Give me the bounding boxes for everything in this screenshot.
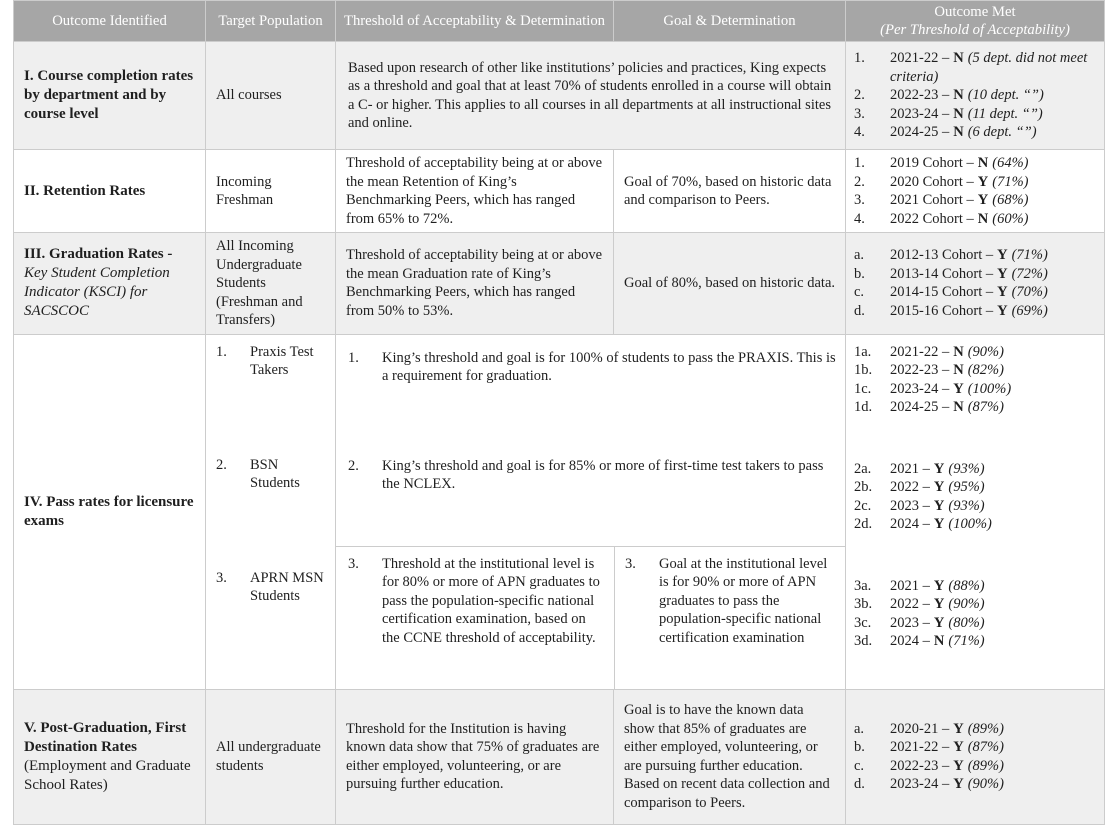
outcome-item-body	[890, 614, 1100, 633]
outcome-item-label: d.	[854, 776, 865, 792]
target-population-cell: All Incoming Undergraduate Students (Freshman and Transfers)	[206, 233, 336, 335]
col-header-outcome-met	[846, 1, 1105, 42]
outcome-result: N	[977, 155, 989, 171]
outcome-item-body	[890, 123, 1100, 142]
outcome-note: (90%)	[967, 776, 1004, 792]
outcome-item	[854, 302, 1100, 321]
threshold-goal-items	[336, 335, 845, 546]
outcome-result: N	[953, 362, 964, 378]
outcome-period: 2024-25 –	[890, 399, 950, 415]
outcome-note: (89%)	[967, 720, 1004, 737]
outcome-period: 2023 –	[890, 497, 930, 514]
outcome-item-body	[890, 246, 1100, 265]
outcomes-assessment-table	[13, 0, 1105, 825]
outcome-met-cell	[846, 150, 1105, 233]
outcome-identified-cell	[14, 233, 206, 335]
outcome-note: (87%)	[967, 739, 1004, 755]
outcome-period: 2023-24 –	[890, 380, 950, 397]
outcome-item-body	[890, 757, 1100, 776]
item-text: Threshold at the institutional level is for 80% or more of APN graduates to pass the population-specific national certification examination, based on the CCNE threshold of acceptability.	[382, 555, 600, 646]
outcome-period: 2021 –	[890, 460, 930, 477]
outcome-result: Y	[997, 284, 1008, 301]
outcome-item-body	[890, 398, 1100, 417]
threshold-cell: Threshold for the Institution is having known data show that 75% of graduates are either employed, volunteering, or are pursuing further education.	[336, 689, 614, 824]
item-label: 3.	[348, 555, 359, 572]
outcome-item	[854, 265, 1100, 284]
outcome-period: 2021 Cohort –	[890, 192, 974, 208]
outcome-period: 2021 –	[890, 577, 930, 594]
col-header-goal: Goal & Determination	[614, 1, 846, 42]
outcome-result: N	[977, 210, 989, 227]
outcome-result: N	[953, 50, 964, 67]
outcome-item	[854, 154, 1100, 173]
outcome-group-aprn	[854, 577, 1100, 651]
population-item-text: Praxis Test Takers	[250, 343, 314, 378]
outcome-item-label: 1.	[854, 155, 865, 171]
outcome-item	[854, 515, 1100, 534]
outcome-item-body	[890, 632, 1100, 651]
row-course-completion	[14, 42, 1105, 150]
item-text: King’s threshold and goal is for 100% of students to pass the PRAXIS. This is a requirement for graduation.	[382, 349, 836, 384]
goal-cell: Goal is to have the known data show that 85% of graduates are either employed, volunteering, or are pursuing further education. Based on recent data collection and comparison to Peers.	[614, 689, 846, 824]
outcome-period: 2019 Cohort –	[890, 155, 974, 171]
population-item-label: 2.	[216, 456, 227, 473]
outcome-met-sublabel: (Per Threshold of Acceptability)	[880, 22, 1070, 38]
outcome-list	[854, 246, 1100, 320]
outcome-item-body	[890, 478, 1100, 497]
outcome-item	[854, 398, 1100, 417]
outcome-list	[854, 49, 1100, 142]
target-population-cell	[206, 334, 336, 689]
outcome-item	[854, 757, 1100, 776]
outcome-item-body	[890, 497, 1100, 516]
outcome-item-label: 2d.	[854, 516, 873, 532]
outcome-note: (80%)	[948, 614, 985, 631]
outcome-identified-cell	[14, 42, 206, 150]
row-title: IV. Pass rates for licensure exams	[24, 493, 194, 529]
outcome-note: (100%)	[948, 516, 992, 532]
outcome-item-label: b.	[854, 265, 865, 282]
outcome-item-body	[890, 210, 1100, 229]
threshold-goal-cell	[336, 334, 846, 689]
outcome-item	[854, 343, 1100, 362]
outcome-result: Y	[953, 380, 964, 397]
outcome-period: 2013-14 Cohort –	[890, 265, 994, 282]
outcome-item-body	[890, 775, 1100, 794]
outcome-period: 2021-22 –	[890, 739, 950, 755]
outcome-period: 2020-21 –	[890, 720, 950, 737]
outcome-item-label: 4.	[854, 210, 865, 227]
threshold-goal-cell: Based upon research of other like institutions’ policies and practices, King expects as a threshold and goal that at least 70% of students enrolled in a course will obtain a C- or higher. This applies to all courses in all departments at all instructional sites and online.	[336, 42, 846, 150]
outcome-result: N	[953, 343, 964, 360]
population-item-label: 1.	[216, 343, 227, 360]
outcome-period: 2024 –	[890, 516, 930, 532]
outcome-group-praxis	[854, 343, 1100, 417]
population-item-text: APRN MSN Students	[250, 569, 324, 604]
goal-cell: Goal of 70%, based on historic data and comparison to Peers.	[614, 150, 846, 233]
outcome-item-label: 3d.	[854, 633, 873, 649]
population-item-label: 3.	[216, 569, 227, 586]
outcome-note: (100%)	[967, 380, 1012, 397]
outcome-item-body	[890, 105, 1100, 124]
outcome-result: Y	[933, 460, 945, 477]
outcome-note: (87%)	[967, 399, 1004, 415]
outcome-result: Y	[933, 479, 945, 495]
outcome-item	[854, 283, 1100, 302]
outcome-result: Y	[953, 739, 964, 755]
outcome-item	[854, 577, 1100, 596]
outcome-period: 2023 –	[890, 614, 930, 631]
population-item	[216, 456, 329, 493]
item-label: 1.	[348, 349, 359, 366]
target-population-cell: Incoming Freshman	[206, 150, 336, 233]
outcome-note: (60%)	[992, 210, 1029, 227]
outcome-item	[854, 191, 1100, 210]
target-population-cell: All courses	[206, 42, 336, 150]
outcome-result: Y	[933, 516, 945, 532]
outcome-met-cell	[846, 334, 1105, 689]
outcome-item	[854, 478, 1100, 497]
outcome-list	[854, 154, 1100, 228]
population-list	[216, 343, 329, 606]
outcome-item-label: a.	[854, 247, 865, 264]
outcome-item-label: 2a.	[854, 460, 872, 477]
outcome-result: N	[933, 633, 945, 649]
outcome-period: 2024-25 –	[890, 124, 950, 141]
outcome-item-body	[890, 86, 1100, 105]
outcome-met-cell	[846, 233, 1105, 335]
outcome-item-label: 1.	[854, 50, 865, 67]
outcome-note: (82%)	[967, 362, 1004, 378]
outcome-note: (5 dept. did not meet criteria)	[890, 50, 1088, 85]
outcome-item-label: c.	[854, 284, 865, 301]
row-licensure-pass-rates	[14, 334, 1105, 689]
target-population-cell: All undergraduate students	[206, 689, 336, 824]
outcome-item-body	[890, 154, 1100, 173]
col-header-target-population: Target Population	[206, 1, 336, 42]
outcome-item	[854, 123, 1100, 142]
outcome-item-label: c.	[854, 757, 865, 774]
outcome-item-label: 3c.	[854, 614, 872, 631]
row-title: V. Post-Graduation, First Destination Rates	[24, 719, 187, 755]
outcome-item-label: 1c.	[854, 380, 872, 397]
outcome-note: (88%)	[948, 577, 985, 594]
outcome-item-label: 2b.	[854, 479, 873, 495]
outcome-result: Y	[953, 720, 964, 737]
outcome-met-label: Outcome Met	[934, 4, 1016, 20]
outcome-item	[854, 775, 1100, 794]
row-subtitle: (Employment and Graduate School Rates)	[24, 757, 191, 793]
header-row	[14, 1, 1105, 42]
row-post-graduation	[14, 689, 1105, 824]
outcome-period: 2022 –	[890, 596, 930, 612]
row-title-italic: Key Student Completion Indicator (KSCI) for SACSCOC	[24, 265, 170, 320]
goal-item3-cell	[614, 547, 846, 689]
outcome-period: 2012-13 Cohort –	[890, 247, 994, 264]
outcome-result: Y	[953, 757, 964, 774]
outcome-note: (71%)	[992, 173, 1029, 190]
outcome-period: 2022 –	[890, 479, 930, 495]
outcome-result: Y	[997, 247, 1008, 264]
row-graduation-rates	[14, 233, 1105, 335]
outcome-list	[854, 720, 1100, 794]
outcome-identified-cell	[14, 150, 206, 233]
outcome-note: (90%)	[948, 596, 985, 612]
outcome-period: 2022 Cohort –	[890, 210, 974, 227]
col-header-outcome-identified: Outcome Identified	[14, 1, 206, 42]
item-text: King’s threshold and goal is for 85% or more of first-time test takers to pass the NCLEX.	[382, 457, 824, 492]
outcome-item-label: 3.	[854, 192, 865, 208]
item-text: Goal at the institutional level is for 90% or more of APN graduates to pass the population-specific national certification examination	[659, 555, 828, 646]
outcome-item-label: 1d.	[854, 399, 873, 415]
outcome-result: Y	[933, 497, 945, 514]
outcome-item	[854, 361, 1100, 380]
outcome-result: Y	[933, 577, 945, 594]
outcome-note: (69%)	[1011, 302, 1048, 319]
outcome-item-label: 1a.	[854, 343, 872, 360]
outcome-item-label: 3.	[854, 105, 865, 122]
outcome-item	[854, 497, 1100, 516]
outcome-met-cell	[846, 689, 1105, 824]
outcome-note: (64%)	[992, 155, 1029, 171]
goal-cell: Goal of 80%, based on historic data.	[614, 233, 846, 335]
outcome-item-label: d.	[854, 302, 865, 319]
outcome-note: (93%)	[948, 460, 985, 477]
outcome-result: Y	[953, 776, 964, 792]
outcome-result: Y	[977, 192, 989, 208]
outcome-item	[854, 632, 1100, 651]
threshold-cell: Threshold of acceptability being at or above the mean Retention of King’s Benchmarking Peers, which has ranged from 65% to 72%.	[336, 150, 614, 233]
outcome-note: (11 dept. “”)	[967, 105, 1043, 122]
population-item	[216, 343, 329, 380]
outcome-period: 2021-22 –	[890, 50, 950, 67]
outcome-item-label: 1b.	[854, 362, 873, 378]
outcome-item	[854, 173, 1100, 192]
outcome-item-body	[890, 302, 1100, 321]
outcome-item-body	[890, 49, 1100, 86]
outcome-item-body	[890, 191, 1100, 210]
outcome-note: (6 dept. “”)	[967, 124, 1037, 141]
outcome-item-body	[890, 595, 1100, 614]
outcome-period: 2023-24 –	[890, 105, 950, 122]
outcome-item-label: 4.	[854, 124, 865, 141]
outcome-item	[854, 738, 1100, 757]
outcome-period: 2022-23 –	[890, 87, 950, 104]
outcome-period: 2022-23 –	[890, 362, 950, 378]
population-item-text: BSN Students	[250, 456, 300, 491]
population-item	[216, 569, 329, 606]
outcome-period: 2024 –	[890, 633, 930, 649]
row-retention-rates	[14, 150, 1105, 233]
outcome-note: (70%)	[1011, 284, 1048, 301]
outcome-period: 2014-15 Cohort –	[890, 284, 994, 301]
outcome-item-body	[890, 361, 1100, 380]
row-title: III. Graduation Rates -	[24, 246, 173, 263]
outcome-group-nclex	[854, 460, 1100, 534]
outcome-note: (68%)	[992, 192, 1029, 208]
outcome-item-body	[890, 343, 1100, 362]
outcome-item	[854, 595, 1100, 614]
outcome-note: (89%)	[967, 757, 1004, 774]
outcome-item-body	[890, 380, 1100, 399]
outcome-item-body	[890, 720, 1100, 739]
outcome-result: N	[953, 399, 964, 415]
outcome-period: 2015-16 Cohort –	[890, 302, 994, 319]
outcome-item-label: 2.	[854, 173, 865, 190]
outcome-result: N	[953, 105, 964, 122]
outcome-period: 2022-23 –	[890, 757, 950, 774]
outcome-period: 2021-22 –	[890, 343, 950, 360]
outcome-item-body	[890, 460, 1100, 479]
outcome-item-body	[890, 173, 1100, 192]
outcome-item-label: 3a.	[854, 577, 872, 594]
outcome-item-label: 3b.	[854, 596, 873, 612]
outcome-result: N	[953, 124, 964, 141]
col-header-threshold: Threshold of Acceptability & Determination	[336, 1, 614, 42]
outcome-met-cell	[846, 42, 1105, 150]
outcome-period: 2020 Cohort –	[890, 173, 974, 190]
outcome-result: Y	[933, 596, 945, 612]
threshold-item3-cell	[336, 547, 614, 689]
outcome-note: (72%)	[1011, 265, 1048, 282]
outcome-item	[854, 86, 1100, 105]
outcome-item	[854, 246, 1100, 265]
outcome-result: Y	[977, 173, 989, 190]
outcome-item	[854, 210, 1100, 229]
outcome-result: Y	[997, 265, 1008, 282]
threshold-goal-item	[348, 349, 837, 386]
outcome-result: Y	[933, 614, 945, 631]
outcome-identified-cell	[14, 334, 206, 689]
outcome-note: (90%)	[967, 343, 1004, 360]
row-title: I. Course completion rates by department and by course level	[24, 68, 194, 122]
outcome-item	[854, 105, 1100, 124]
outcome-item	[854, 49, 1100, 86]
outcome-item-body	[890, 265, 1100, 284]
threshold-goal-split	[336, 546, 845, 689]
outcome-result: Y	[997, 302, 1008, 319]
outcome-item	[854, 380, 1100, 399]
outcome-result: N	[953, 87, 964, 104]
outcome-item	[854, 460, 1100, 479]
outcome-item-body	[890, 515, 1100, 534]
outcome-item	[854, 614, 1100, 633]
item-label: 3.	[625, 555, 636, 572]
outcome-item-label: 2.	[854, 87, 865, 104]
outcome-note: (71%)	[948, 633, 985, 649]
outcome-item-label: 2c.	[854, 497, 872, 514]
outcome-note: (95%)	[948, 479, 985, 495]
outcome-note: (71%)	[1011, 247, 1048, 264]
goal-item	[625, 555, 838, 648]
outcome-period: 2023-24 –	[890, 776, 950, 792]
outcome-item-body	[890, 577, 1100, 596]
outcome-item-label: a.	[854, 720, 865, 737]
outcome-note: (10 dept. “”)	[967, 87, 1044, 104]
threshold-cell: Threshold of acceptability being at or above the mean Graduation rate of King’s Benchmarking Peers, which has ranged from 50% to 53%.	[336, 233, 614, 335]
outcome-identified-cell	[14, 689, 206, 824]
outcome-item-body	[890, 283, 1100, 302]
row-title: II. Retention Rates	[24, 182, 146, 199]
threshold-goal-item	[348, 457, 837, 494]
outcome-item-body	[890, 738, 1100, 757]
item-label: 2.	[348, 457, 359, 474]
outcome-item-label: b.	[854, 739, 865, 755]
threshold-item	[348, 555, 606, 648]
outcome-note: (93%)	[948, 497, 985, 514]
outcome-item	[854, 720, 1100, 739]
